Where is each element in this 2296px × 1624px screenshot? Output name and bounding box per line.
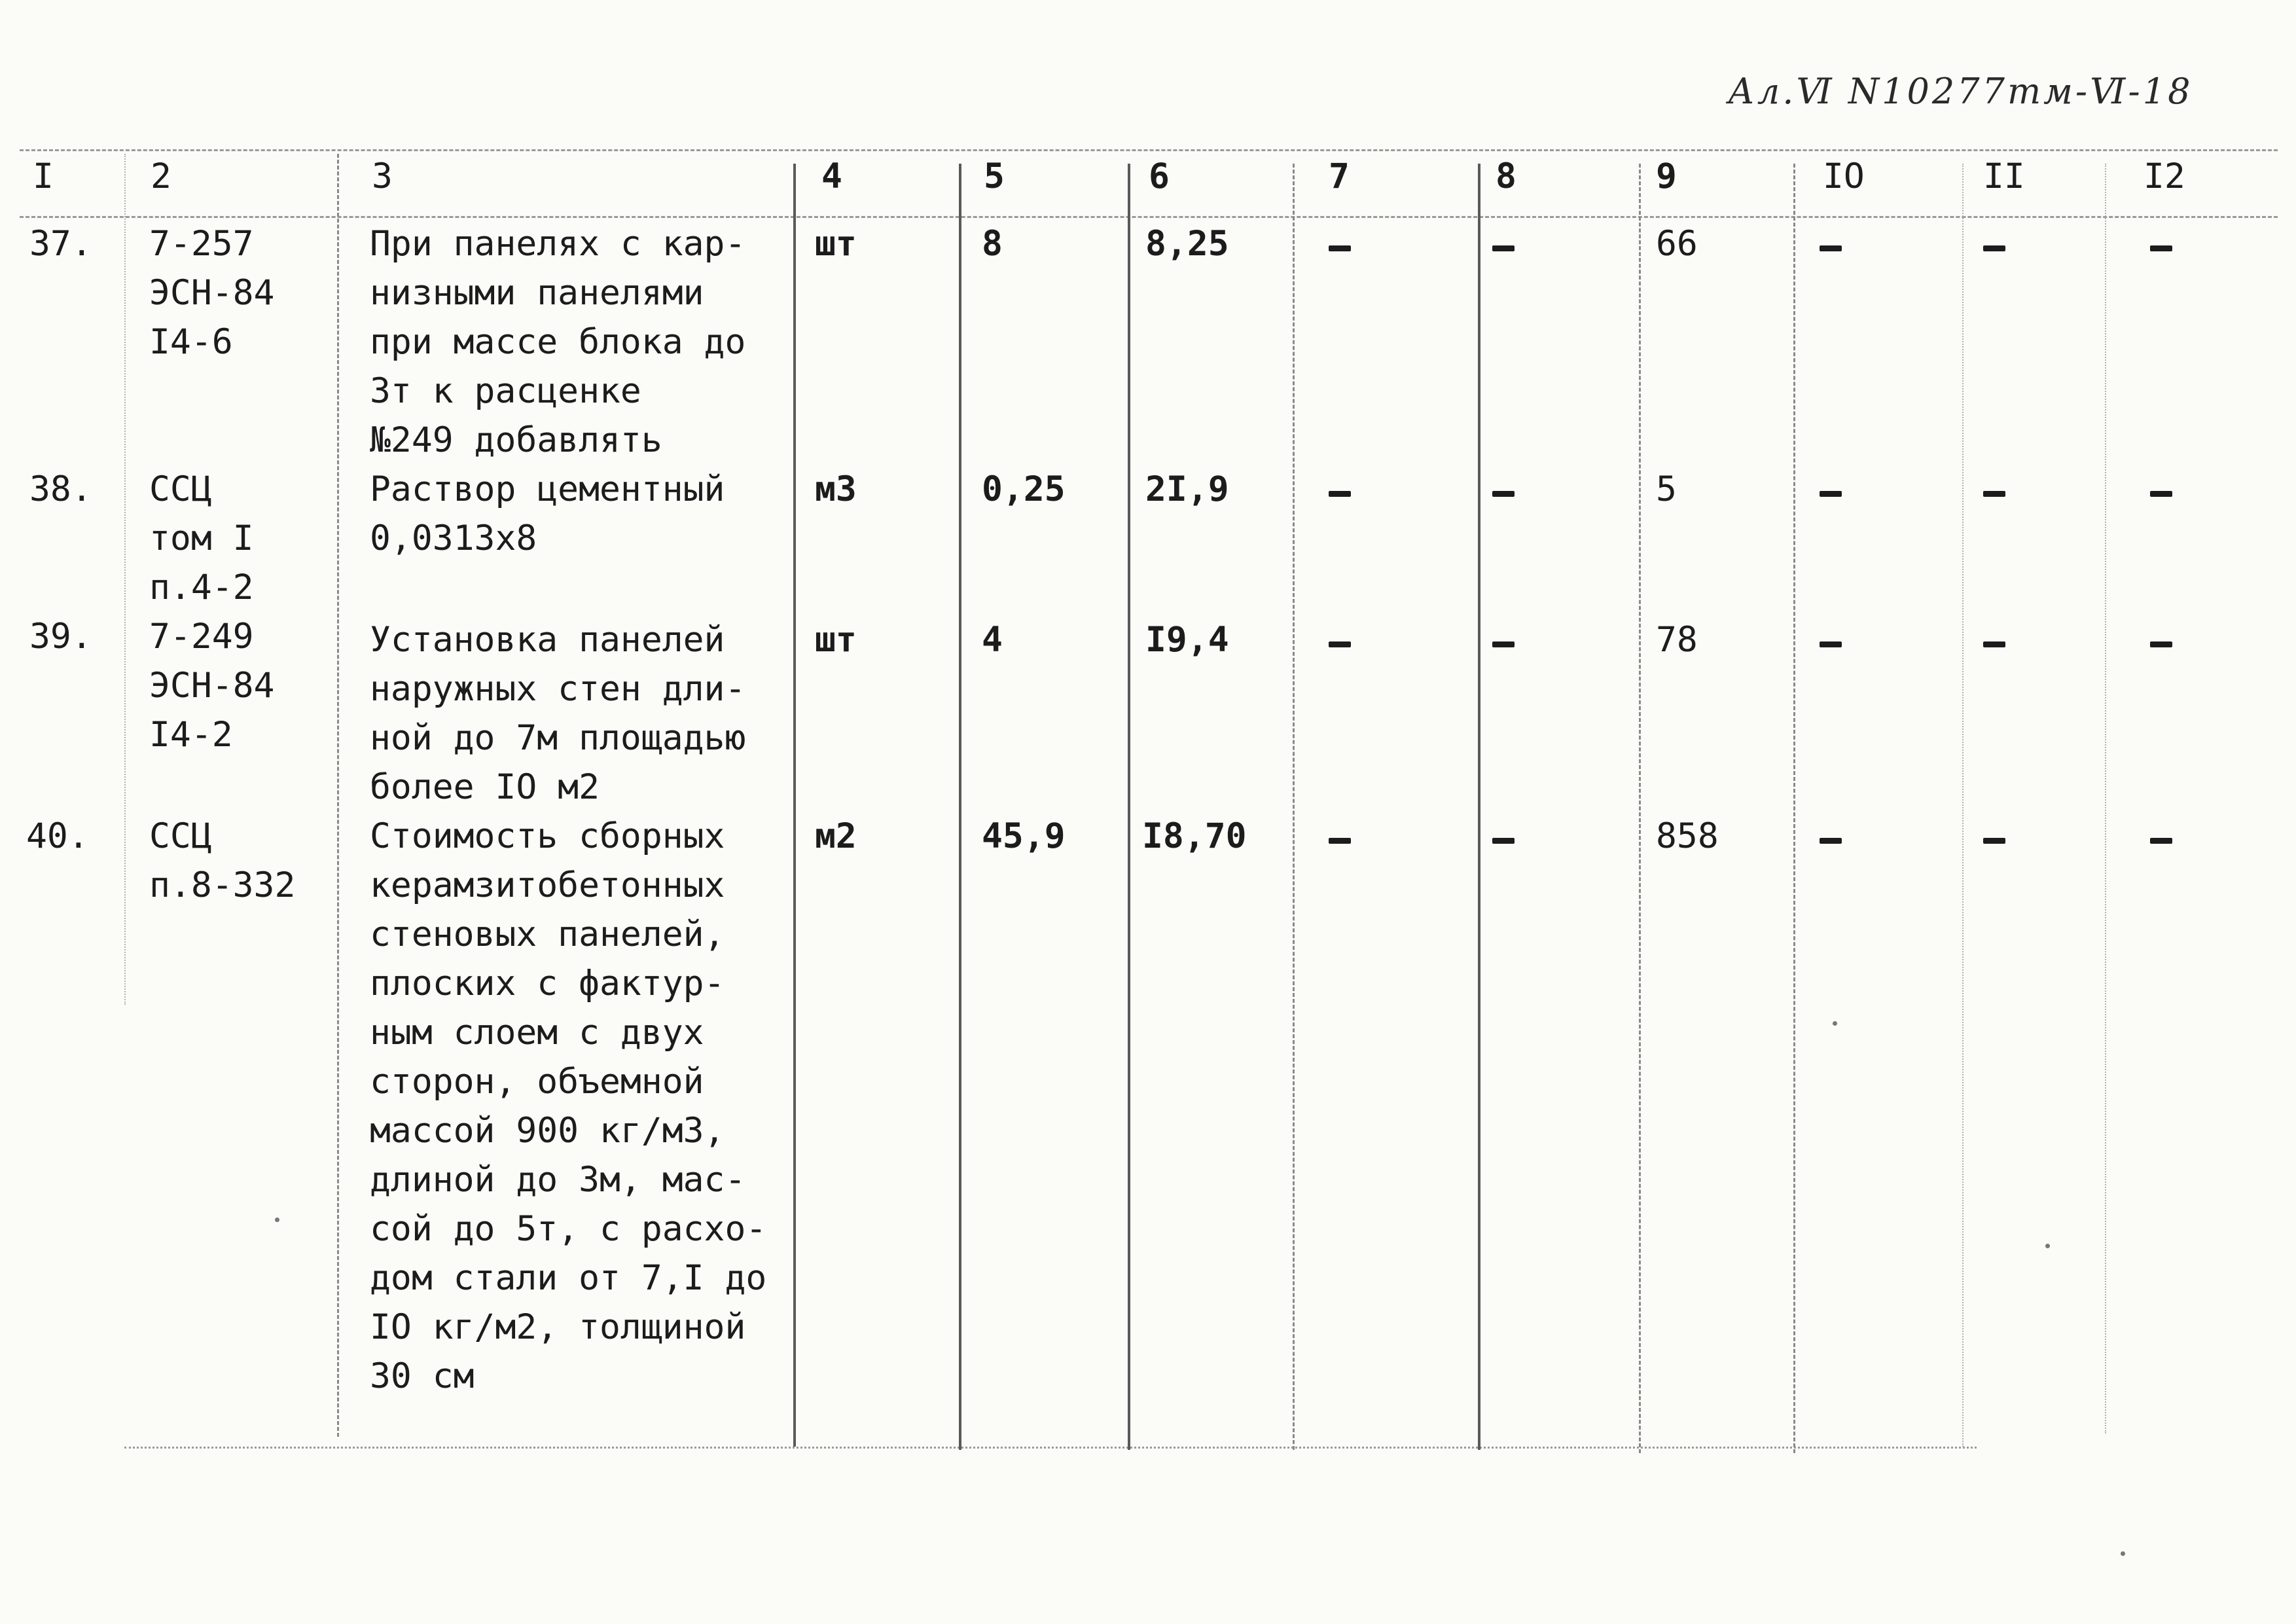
description-line: 3т к расценке (370, 371, 641, 411)
code-line: п.8-332 (149, 865, 296, 905)
empty-dash (1983, 491, 2005, 497)
total-cell: 66 (1656, 224, 1698, 264)
column-number: 9 (1656, 156, 1677, 196)
unit-cell: шт (815, 224, 857, 264)
column-number: 3 (372, 156, 393, 196)
column-divider (1478, 164, 1480, 1450)
price-cell: 2I,9 (1145, 469, 1229, 509)
scan-speck (2045, 1244, 2050, 1248)
column-divider (1293, 164, 1295, 1450)
empty-dash (1329, 641, 1351, 647)
empty-dash (1329, 838, 1351, 844)
code-line: п.4-2 (149, 568, 254, 607)
empty-dash (1492, 491, 1515, 497)
column-divider (1639, 164, 1641, 1453)
description-line: при массе блока до (370, 322, 746, 362)
quantity-cell: 45,9 (982, 816, 1066, 856)
column-number: 7 (1329, 156, 1350, 196)
description-line: более IO м2 (370, 767, 600, 807)
column-divider (959, 164, 961, 1450)
row-number: 38. (29, 469, 92, 509)
quantity-cell: 4 (982, 620, 1003, 660)
description-line: низными панелями (370, 273, 704, 313)
empty-dash (2150, 491, 2172, 497)
empty-dash (1983, 245, 2005, 251)
description-line: керамзитобетонных (370, 865, 725, 905)
scan-speck (275, 1218, 279, 1222)
column-number: II (1983, 156, 2025, 196)
empty-dash (1983, 838, 2005, 844)
column-number: 8 (1496, 156, 1516, 196)
column-divider (1128, 164, 1130, 1450)
column-divider (124, 154, 126, 1005)
code-line: ССЦ (149, 469, 212, 509)
unit-cell: шт (815, 620, 857, 660)
column-number: 6 (1149, 156, 1170, 196)
empty-dash (2150, 641, 2172, 647)
price-cell: 8,25 (1145, 224, 1229, 264)
row-number: 40. (26, 816, 89, 856)
description-line: ной до 7м площадью (370, 718, 746, 758)
column-divider (1962, 164, 1964, 1447)
empty-dash (1329, 245, 1351, 251)
price-cell: I9,4 (1145, 620, 1229, 660)
empty-dash (1820, 491, 1842, 497)
description-line: сторон, объемной (370, 1062, 704, 1102)
column-divider (1793, 164, 1795, 1453)
document-reference: Ал.Ⅵ N10277тм-Ⅵ-18 (1728, 71, 2193, 112)
scan-speck (2121, 1551, 2125, 1556)
description-line: 30 см (370, 1356, 475, 1396)
description-line: IO кг/м2, толщиной (370, 1307, 746, 1347)
column-number: I (33, 156, 54, 196)
total-cell: 858 (1656, 816, 1719, 856)
description-line: 0,0313х8 (370, 518, 537, 558)
column-divider (337, 154, 339, 1437)
code-line: 7-249 (149, 617, 254, 657)
code-line: ССЦ (149, 816, 212, 856)
code-line: I4-6 (149, 322, 233, 362)
description-line: №249 добавлять (370, 420, 662, 460)
total-cell: 5 (1656, 469, 1677, 509)
quantity-cell: 8 (982, 224, 1003, 264)
empty-dash (1329, 491, 1351, 497)
top-rule (20, 149, 2278, 151)
unit-cell: м3 (815, 469, 857, 509)
column-number: 2 (151, 156, 171, 196)
scan-speck (1833, 1021, 1837, 1026)
description-line: При панелях с кар- (370, 224, 746, 264)
bottom-rule (124, 1447, 1977, 1449)
total-cell: 78 (1656, 620, 1698, 660)
empty-dash (2150, 245, 2172, 251)
header-rule (20, 216, 2278, 218)
empty-dash (1492, 838, 1515, 844)
description-line: плоских с фактур- (370, 964, 725, 1003)
unit-cell: м2 (815, 816, 857, 856)
empty-dash (1820, 641, 1842, 647)
description-line: дом стали от 7,I до (370, 1258, 767, 1298)
row-number: 37. (29, 224, 92, 264)
code-line: 7-257 (149, 224, 254, 264)
description-line: наружных стен дли- (370, 669, 746, 709)
quantity-cell: 0,25 (982, 469, 1066, 509)
row-number: 39. (29, 617, 92, 657)
empty-dash (2150, 838, 2172, 844)
description-line: сой до 5т, с расхо- (370, 1209, 767, 1249)
code-line: ЭСН-84 (149, 273, 275, 313)
description-line: массой 900 кг/м3, (370, 1111, 725, 1151)
price-cell: I8,70 (1142, 816, 1247, 856)
column-number: 5 (984, 156, 1005, 196)
column-number: 4 (821, 156, 842, 196)
code-line: ЭСН-84 (149, 666, 275, 706)
empty-dash (1820, 838, 1842, 844)
description-line: Раствор цементный (370, 469, 725, 509)
description-line: длиной до 3м, мас- (370, 1160, 746, 1200)
empty-dash (1492, 245, 1515, 251)
description-line: Установка панелей (370, 620, 725, 660)
column-divider (793, 164, 796, 1447)
description-line: ным слоем с двух (370, 1013, 704, 1053)
empty-dash (1820, 245, 1842, 251)
empty-dash (1983, 641, 2005, 647)
column-number: I2 (2144, 156, 2185, 196)
column-divider (2105, 164, 2106, 1434)
code-line: I4-2 (149, 715, 233, 755)
description-line: Стоимость сборных (370, 816, 725, 856)
code-line: том I (149, 518, 254, 558)
description-line: стеновых панелей, (370, 914, 725, 954)
column-number: IO (1823, 156, 1865, 196)
empty-dash (1492, 641, 1515, 647)
